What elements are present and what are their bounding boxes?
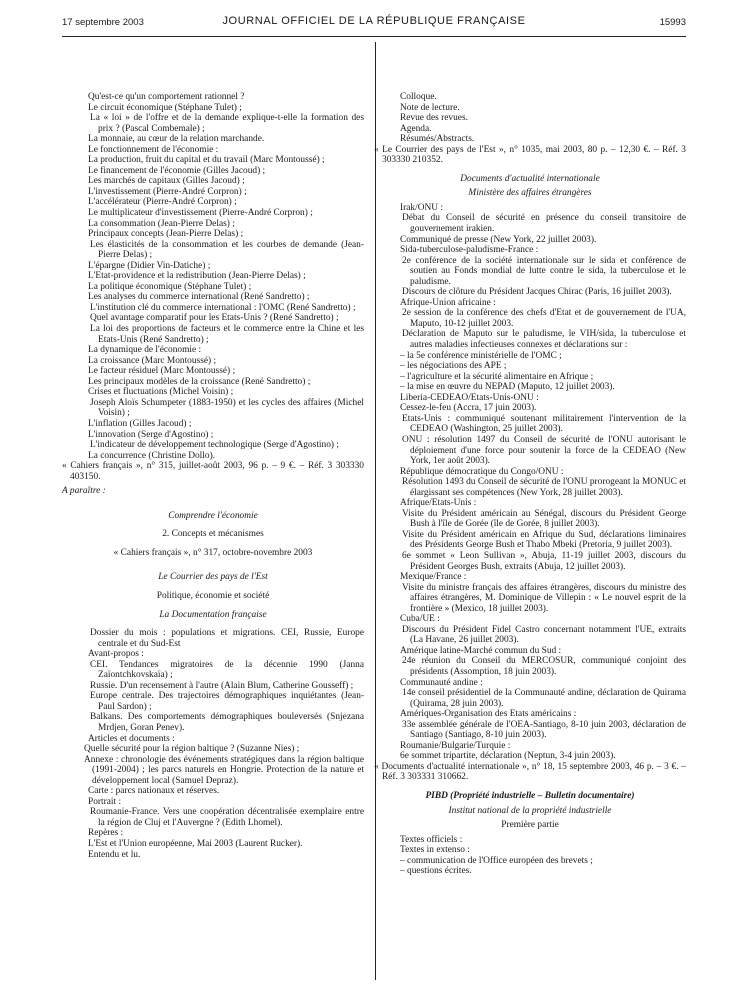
text-line: L'Etat-providence et la redistribution (Jean-Pierre Delas) ; [88,271,306,282]
text-line: Liberia-CEDEAO/Etats-Unis-ONU : [400,392,539,403]
text-line: République démocratique du Congo/ONU : [400,466,564,477]
text-line: Résumés/Abstracts. [400,134,475,145]
page-number: 15993 [659,17,686,28]
journal-title: JOURNAL OFFICIEL DE LA RÉPUBLIQUE FRANÇAISE [222,15,526,27]
text-line: La production, fruit du capital et du travail (Marc Montoussé) ; [88,155,325,166]
text-line: Les marchés de capitaux (Gilles Jacoud) ; [88,176,245,187]
text-line: La consommation (Jean-Pierre Delas) ; [88,218,235,229]
text-line: La croissance (Marc Montoussé) ; [88,355,217,366]
text-line: Visite du ministre français des affaires étrangères, discours du ministre des affaires étrangères, M. Dominique de Villepin : « Le nouvel esprit de la frontière » (Mexico, 18 juillet 2003). [402,582,686,614]
text-line: Colloque. [400,92,437,102]
spacer [62,583,364,591]
text-line: Crises et fluctuations (Michel Voisin) ; [88,387,234,398]
spacer [62,521,364,529]
left-column [62,92,364,860]
text-line: Joseph Aloïs Schumpeter (1883-1950) et les cycles des affaires (Michel Voisin) ; [90,397,364,419]
text-line: La monnaie, au cœur de la relation marchande. [88,134,265,145]
text-line: Sida-tuberculose-paludisme-France : [400,245,539,256]
page-header [0,14,748,32]
text-line: Les élasticités de la consommation et les courbes de demande (Jean-Pierre Delas) ; [90,239,364,261]
text-line: – l'agriculture et la sécurité alimentaire en Afrique ; [400,371,594,382]
text-line: Afrique/Etats-Unis : [400,498,477,509]
section-heading: Le Courrier des pays de l'Est [158,572,268,583]
text-line: Europe centrale. Des trajectoires démographiques inquiétantes (Jean-Paul Sardon) ; [90,691,364,712]
centered-line: Politique, économie et société [156,590,270,601]
text-line: Amériques-Organisation des Etats américains : [400,709,577,720]
section-heading: Institut national de la propriété industrielle [448,805,612,816]
text-line: Les principaux modèles de la croissance (René Sandretto) ; [88,376,311,387]
reference-line: « Cahiers français », n° 315, juillet-août 2003, 96 p. – 9 €. – Réf. 3 303330 403150. [62,461,364,482]
text-line: Articles et documents : [88,733,175,744]
text-line: Carte : parcs nationaux et réserves. [88,786,220,797]
centered-line: 2. Concepts et mécanismes [162,529,264,540]
text-line: Roumanie/Bulgarie/Turquie : [400,740,511,751]
text-line: La dynamique de l'économie : [88,345,202,356]
text-line: La loi des proportions de facteurs et le commerce entre la Chine et les Etats-Unis (René Sandretto) ; [90,324,364,345]
header-date: 17 septembre 2003 [62,17,144,28]
right-column [374,92,686,877]
text-line: Revue des revues. [400,113,468,124]
text-line: 14e conseil présidentiel de la Communauté andine, déclaration de Quirama (Quirama, 28 juin 2003). [402,688,686,709]
section-heading: Documents d'actualité internationale [460,173,600,184]
text-line: Cessez-le-feu (Accra, 17 juin 2003). [400,403,537,414]
text-line: L'Est et l'Union européenne, Mai 2003 (Laurent Rucker). [88,839,303,849]
spacer [62,497,364,511]
spacer [374,783,686,791]
spacer [374,166,686,174]
text-line: Le fonctionnement de l'économie : [88,144,219,155]
text-line: Visite du Président américain en Afrique du Sud, déclarations liminaires des Présidents George Bush et Thabo Mbeki (Pretoria, 9 juillet 2003). [402,529,686,551]
spacer [62,558,364,572]
section-heading: Comprendre l'économie [168,510,258,521]
text-line: Roumanie-France. Vers une coopération décentralisée exemplaire entre la région de Cluj et l'Auvergne ? (Edith Lhomel). [90,807,364,828]
text-line: ONU : résolution 1497 du Conseil de sécurité de l'ONU autorisant le déploiement d'une force pour soutenir la force de la CEDEAO (New York, 1er août 2003). [402,434,686,467]
text-line: Le financement de l'économie (Gilles Jacoud) ; [88,165,266,176]
text-line: – les négociations des APE ; [400,361,507,372]
text-line: Annexe : chronologie des événements stratégiques dans la région baltique (1991-2004) ; les parcs naturels en Hongrie. Protection de la nature et développement local (Samuel Depraz). [84,754,364,786]
centered-line: Première partie [501,820,559,831]
text-line: L'innovation (Serge d'Agostino) ; [88,429,214,440]
text-line: CEI. Tendances migratoires de la décennie 1990 (Janna Zaïontchkovskaïa) ; [90,659,364,681]
text-line: 6e sommet tripartite, déclaration (Neptun, 3-4 juin 2003). [400,751,616,762]
text-line: – communication de l'Office européen des brevets ; [400,855,593,866]
text-line: Cuba/UE : [400,614,440,625]
text-line: 33e assemblée générale de l'OEA-Santiago, 8-10 juin 2003, déclaration de Santiago (Santiago, 8-10 juin 2003). [402,719,686,741]
spacer [62,620,364,628]
text-line: Avant-propos : [88,649,144,660]
text-line: Repères : [88,828,124,839]
text-line: Communiqué de presse (New York, 22 juillet 2003). [400,234,597,245]
text-line: 2e session de la conférence des chefs d'Etat et de gouvernement de l'UA, Maputo, 10-12 juillet 2003. [402,308,686,329]
text-line: La « loi » de l'offre et de la demande explique-t-elle la formation des prix ? (Pascal Combemale) ; [90,113,364,134]
spacer [62,602,364,610]
text-line: Textes officiels : [400,834,463,845]
centered-line: « Cahiers français », n° 317, octobre-novembre 2003 [113,547,313,558]
text-line: L'institution clé du commerce international : l'OMC (René Sandretto) ; [90,302,356,313]
text-line: Le facteur résiduel (Marc Montoussé) ; [88,366,236,377]
text-line: La concurrence (Christine Dollo). [88,450,216,461]
text-line: Note de lecture. [400,102,460,113]
reference-line: « Documents d'actualité internationale », n° 18, 15 septembre 2003, 46 p. – 3 €. – Réf. 3 303331 310662. [374,761,686,783]
text-line: Les analyses du commerce international (René Sandretto) ; [88,292,310,303]
text-line: L'épargne (Didier Vin-Datiche) ; [88,260,211,271]
text-line: Discours du Président Fidel Castro concernant notamment l'UE, extraits (La Havane, 26 juillet 2003). [402,624,686,646]
text-line: Principaux concepts (Jean-Pierre Delas) ; [88,229,244,240]
text-line: L'indicateur de développement technologique (Serge d'Agostino) ; [90,440,339,451]
text-line: Qu'est-ce qu'un comportement rationnel ? [88,92,245,102]
text-line: Irak/ONU : [400,202,443,213]
text-line: 2e conférence de la société internationale sur le sida et conférence de soutien au Fonds mondial de lutte contre le sida, la tuberculose et le paludisme. [402,255,686,287]
reference-line: « Le Courrier des pays de l'Est », n° 1035, mai 2003, 80 p. – 12,30 €. – Réf. 3 303330 210352. [374,144,686,166]
text-line: Déclaration de Maputo sur le paludisme, le VIH/sida, la tuberculose et autres maladies infectieuses connexes et déclarations sur : [402,329,686,351]
section-label: A paraître : [62,486,106,497]
text-line: Agenda. [400,123,432,134]
text-line: – questions écrites. [400,866,472,877]
text-line: Résolution 1493 du Conseil de sécurité de l'ONU prorogeant la MONUC et élargissant ses compétences (New York, 28 juillet 2003). [402,477,686,498]
text-line: Le multiplicateur d'investissement (Pierre-André Corpron) ; [88,208,313,219]
text-line: L'inflation (Gilles Jacoud) ; [88,418,192,429]
section-heading: PIBD (Propriété industrielle – Bulletin documentaire) [425,791,635,801]
text-line: Portrait : [88,796,122,807]
text-line: Communauté andine : [400,677,483,688]
text-line: – la 5e conférence ministérielle de l'OMC ; [400,350,562,361]
text-line: Afrique-Union africaine : [400,297,496,308]
text-line: Quelle sécurité pour la région baltique ? (Suzanne Nies) ; [84,744,300,755]
text-line: L'investissement (Pierre-André Corpron) ; [88,186,247,197]
text-line: Russie. D'un recensement à l'autre (Alain Blum, Catherine Gousseff) ; [90,680,354,691]
section-heading: La Documentation française [159,609,267,620]
text-line: 24e réunion du Conseil du MERCOSUR, communiqué conjoint des présidents (Assomption, 18 juin 2003). [402,656,686,677]
text-line: Mexique/France : [400,572,467,583]
text-line: Etats-Unis : communiqué soutenant militairement l'intervention de la CEDEAO (Washington, 25 juillet 2003). [402,413,686,435]
text-line: Quel avantage comparatif pour les Etats-Unis ? (René Sandretto) ; [90,313,339,324]
text-line: L'accélérateur (Pierre-André Corpron) ; [88,197,237,208]
text-line: 6e sommet « Leon Sullivan », Abuja, 11-19 juillet 2003, discours du Président Georges Bush, extraits (Abuja, 12 juillet 2003). [402,550,686,572]
text-line: La politique économique (Stéphane Tulet) ; [88,281,252,292]
text-line: Textes in extenso : [400,845,470,856]
text-line: Dossier du mois : populations et migrations. CEI, Russie, Europe centrale et du Sud-Est [90,628,364,649]
text-line: Débat du Conseil de sécurité en présence du conseil transitoire de gouvernement irakien. [402,213,686,235]
header-rule [62,36,686,37]
text-line: Le circuit économique (Stéphane Tulet) ; [88,102,242,113]
text-line: Entendu et lu. [88,849,141,860]
section-heading: Ministère des affaires étrangères [468,188,592,199]
spacer [62,540,364,548]
text-line: Balkans. Des comportements démographiques bouleversés (Snjezana Mrdjen, Goran Penev). [90,712,364,733]
text-line: Discours de clôture du Président Jacques Chirac (Paris, 16 juillet 2003). [402,287,672,298]
text-line: – la mise en œuvre du NEPAD (Maputo, 12 juillet 2003). [400,382,615,393]
text-line: Visite du Président américain au Sénégal, discours du Président George Bush à l'île de Gorée (île de Gorée, 8 juillet 2003). [402,508,686,530]
text-line: Amérique latine-Marché commun du Sud : [400,645,562,656]
